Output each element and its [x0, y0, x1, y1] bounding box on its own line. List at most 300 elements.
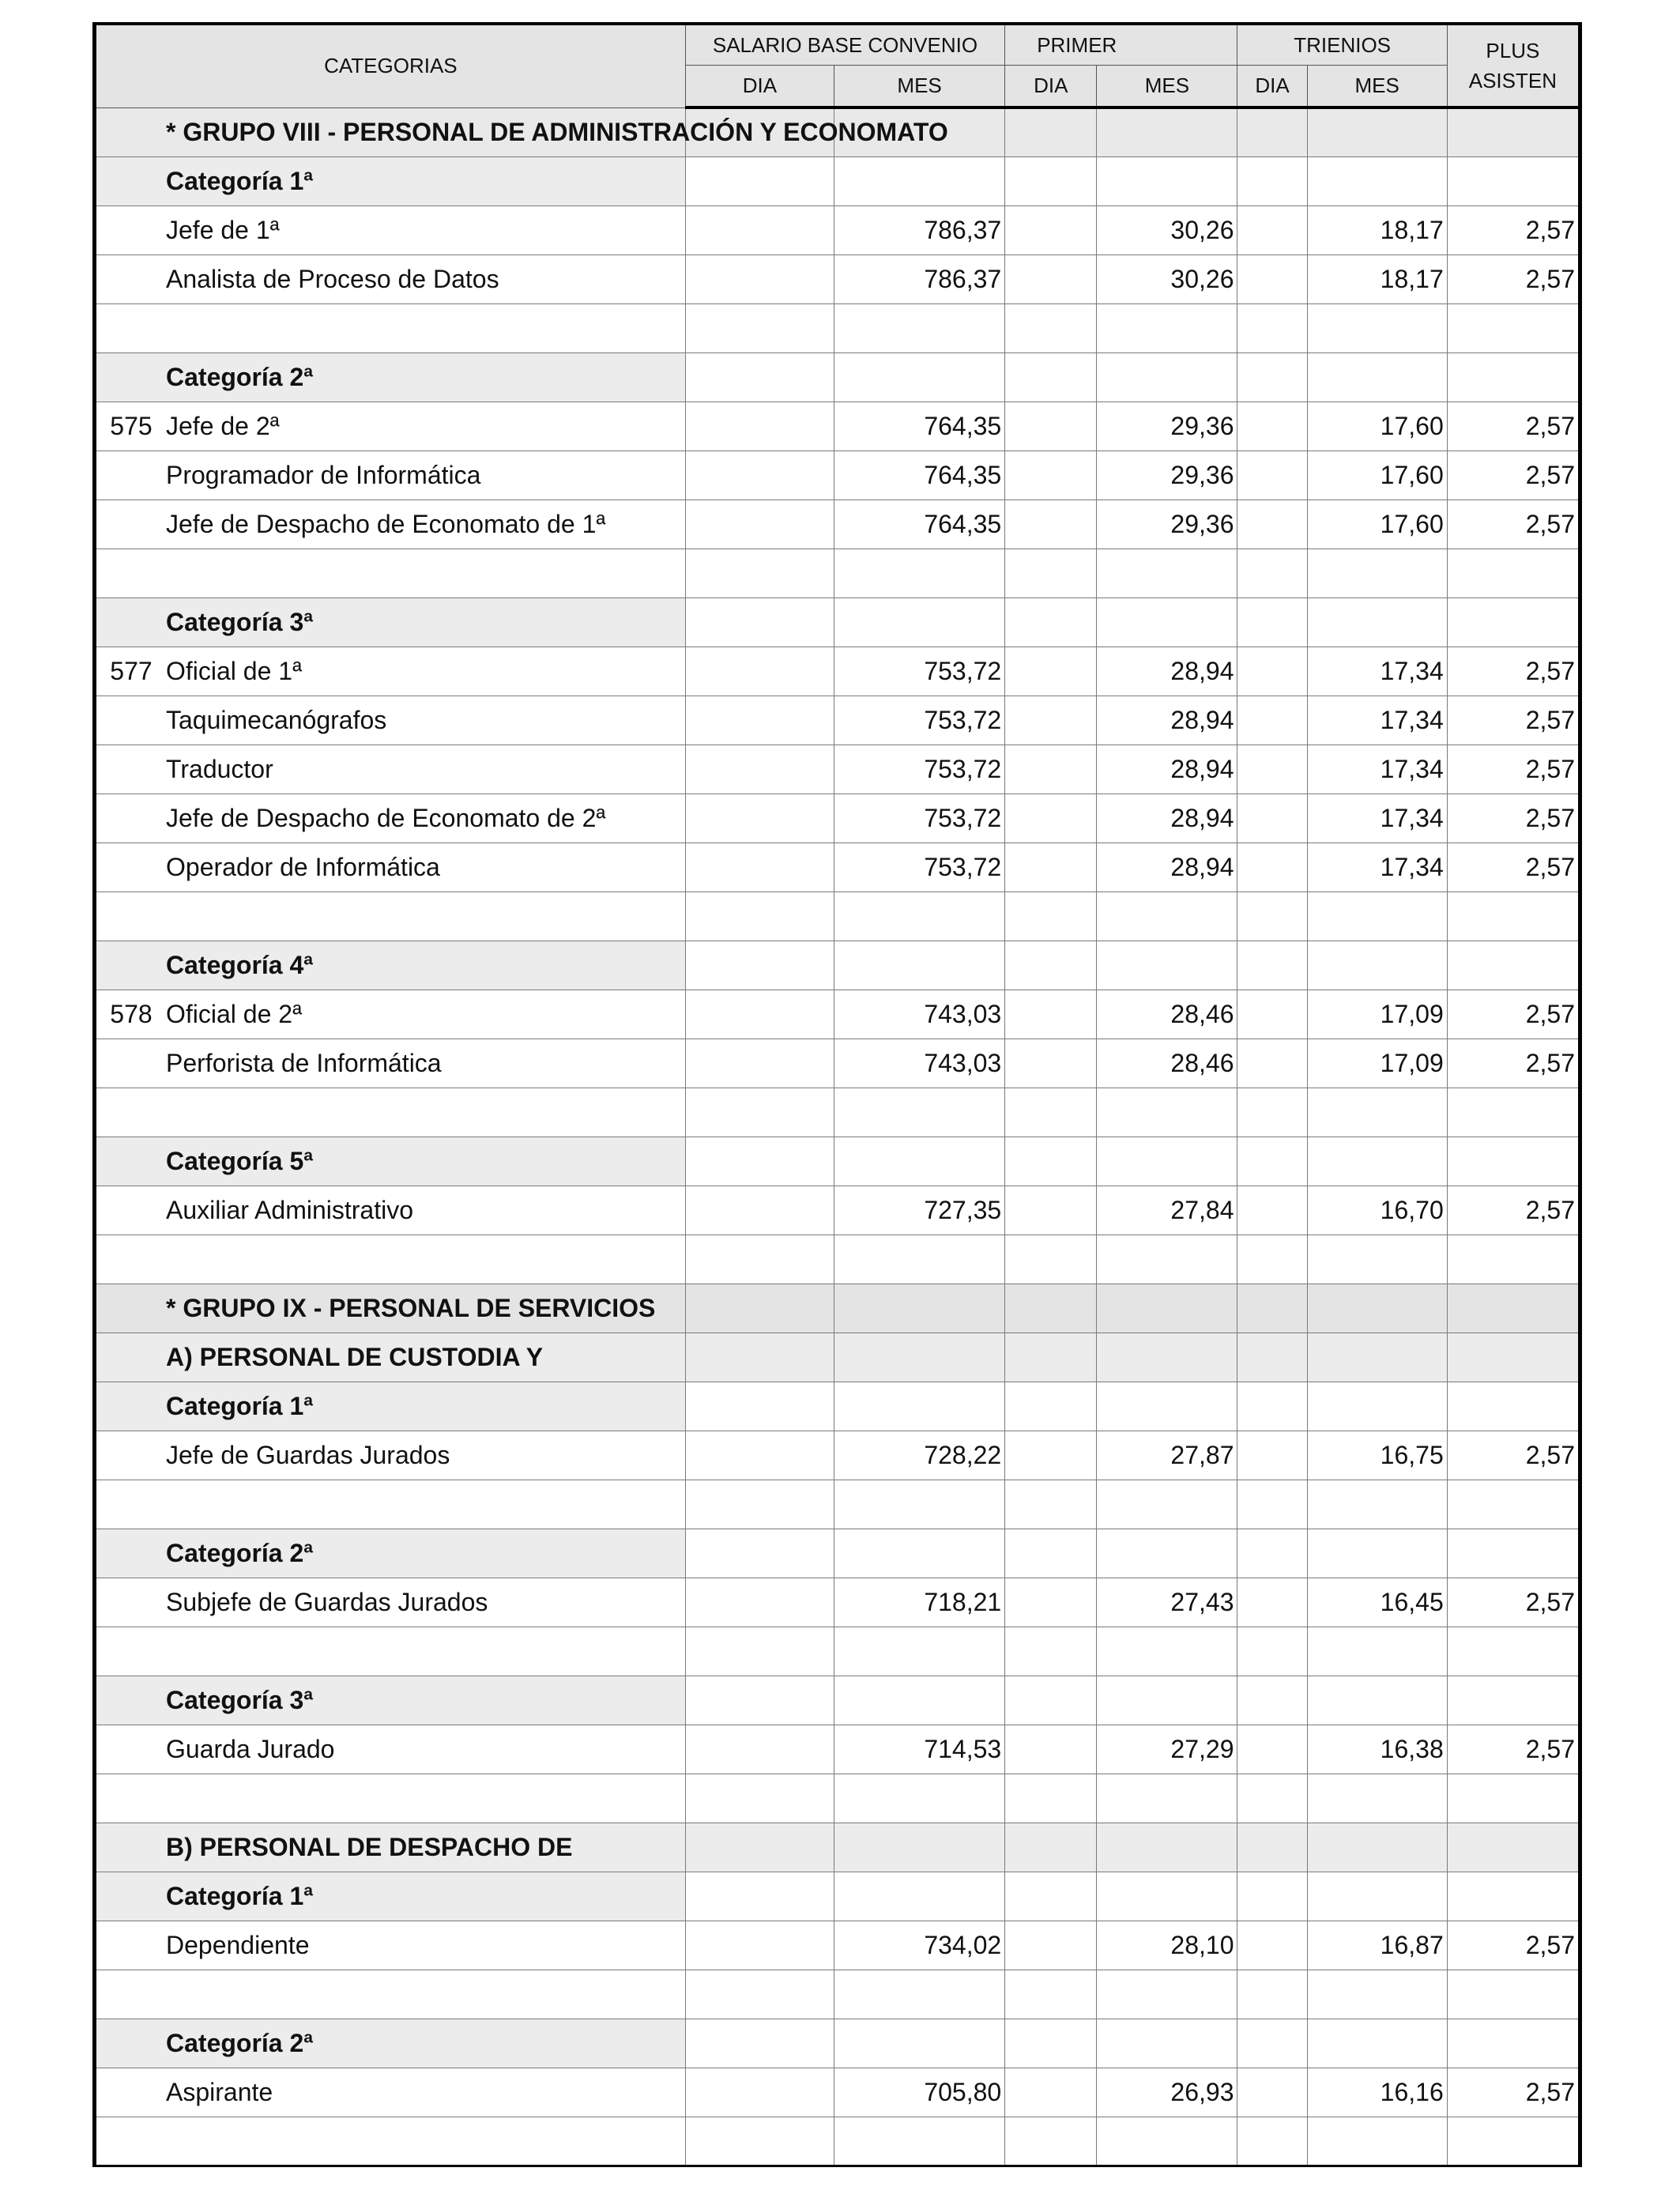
category-cell	[95, 205, 686, 254]
trienios-mes-cell	[1307, 107, 1447, 156]
salario-dia-cell	[685, 598, 834, 647]
plus-asisten-cell: 2,57	[1447, 254, 1580, 303]
category-cell	[95, 843, 686, 892]
plus-asisten-cell	[1447, 1088, 1580, 1137]
row-label: Jefe de Despacho de Economato de 2ª	[166, 803, 606, 832]
primer-dia-cell	[1005, 156, 1097, 205]
trienios-dia-cell	[1237, 1186, 1307, 1235]
trienios-mes-cell: 17,34	[1307, 647, 1447, 696]
salario-dia-cell	[685, 303, 834, 352]
trienios-dia-cell	[1237, 1823, 1307, 1872]
trienios-mes-cell	[1307, 1382, 1447, 1431]
primer-mes-cell: 28,46	[1097, 1039, 1237, 1088]
category-cell	[95, 1823, 686, 1872]
trienios-dia-cell	[1237, 205, 1307, 254]
salario-dia-cell	[685, 1480, 834, 1529]
salario-dia-cell	[685, 156, 834, 205]
salario-mes-cell: 753,72	[834, 843, 1004, 892]
trienios-mes-cell: 16,16	[1307, 2068, 1447, 2117]
primer-dia-cell	[1005, 352, 1097, 401]
primer-dia-cell	[1005, 745, 1097, 794]
plus-asisten-cell: 2,57	[1447, 696, 1580, 745]
primer-mes-cell	[1097, 548, 1237, 598]
category-cell	[95, 450, 686, 499]
category-cell	[95, 2117, 686, 2166]
table-row	[95, 1627, 1580, 1676]
row-label: B) PERSONAL DE DESPACHO DE	[166, 1832, 573, 1861]
row-label: Programador de Informática	[166, 460, 481, 489]
row-label: Categoría 1ª	[166, 1881, 314, 1910]
category-cell	[95, 1970, 686, 2019]
table-row	[95, 107, 1580, 156]
trienios-dia-cell	[1237, 1235, 1307, 1284]
table-row	[95, 1480, 1580, 1529]
salario-mes-cell: 764,35	[834, 401, 1004, 450]
trienios-mes-cell: 17,60	[1307, 450, 1447, 499]
salario-mes-cell	[834, 1970, 1004, 2019]
plus-asisten-cell	[1447, 1137, 1580, 1186]
trienios-dia-cell	[1237, 2117, 1307, 2166]
primer-mes-cell	[1097, 1970, 1237, 2019]
row-label: Auxiliar Administrativo	[166, 1195, 413, 1224]
trienios-mes-cell	[1307, 598, 1447, 647]
category-cell	[95, 1774, 686, 1823]
salario-dia-cell	[685, 1823, 834, 1872]
row-label: Oficial de 1ª	[166, 656, 302, 685]
row-label: * GRUPO IX - PERSONAL DE SERVICIOS	[166, 1293, 656, 1322]
salario-mes-cell	[834, 1284, 1004, 1333]
trienios-mes-cell: 18,17	[1307, 205, 1447, 254]
category-cell	[95, 1725, 686, 1774]
primer-dia-cell	[1005, 794, 1097, 843]
table-row	[95, 254, 1580, 303]
header-pr-mes: MES	[1097, 66, 1237, 108]
trienios-mes-cell	[1307, 892, 1447, 941]
primer-dia-cell	[1005, 1186, 1097, 1235]
trienios-mes-cell: 18,17	[1307, 254, 1447, 303]
table-row	[95, 352, 1580, 401]
salario-dia-cell	[685, 1774, 834, 1823]
primer-dia-cell	[1005, 843, 1097, 892]
salario-mes-cell: 743,03	[834, 990, 1004, 1039]
primer-mes-cell	[1097, 941, 1237, 990]
salario-dia-cell	[685, 352, 834, 401]
category-cell	[95, 990, 686, 1039]
salario-mes-cell	[834, 352, 1004, 401]
primer-mes-cell: 28,10	[1097, 1921, 1237, 1970]
primer-dia-cell	[1005, 892, 1097, 941]
primer-dia-cell	[1005, 548, 1097, 598]
salario-mes-cell: 753,72	[834, 745, 1004, 794]
header-primer: PRIMER	[1005, 24, 1237, 66]
salario-mes-cell	[834, 1872, 1004, 1921]
trienios-dia-cell	[1237, 990, 1307, 1039]
plus-asisten-cell	[1447, 1872, 1580, 1921]
row-label: Categoría 1ª	[166, 166, 314, 195]
trienios-dia-cell	[1237, 548, 1307, 598]
salario-mes-cell	[834, 1823, 1004, 1872]
table-row	[95, 990, 1580, 1039]
plus-asisten-cell: 2,57	[1447, 843, 1580, 892]
table-row	[95, 1676, 1580, 1725]
primer-mes-cell	[1097, 598, 1237, 647]
trienios-dia-cell	[1237, 1529, 1307, 1578]
trienios-mes-cell	[1307, 1284, 1447, 1333]
trienios-dia-cell	[1237, 843, 1307, 892]
plus-asisten-cell	[1447, 1284, 1580, 1333]
row-label: Categoría 4ª	[166, 950, 314, 979]
row-label: Subjefe de Guardas Jurados	[166, 1587, 488, 1616]
primer-dia-cell	[1005, 107, 1097, 156]
primer-mes-cell: 28,46	[1097, 990, 1237, 1039]
table-row	[95, 1823, 1580, 1872]
category-cell	[95, 1382, 686, 1431]
trienios-dia-cell	[1237, 794, 1307, 843]
salario-mes-cell	[834, 1676, 1004, 1725]
salario-dia-cell	[685, 745, 834, 794]
header-pr-dia: DIA	[1005, 66, 1097, 108]
trienios-mes-cell: 17,34	[1307, 794, 1447, 843]
salario-dia-cell	[685, 548, 834, 598]
table-row	[95, 205, 1580, 254]
row-label: * GRUPO VIII - PERSONAL DE ADMINISTRACIÓN Y ECONOMATO	[166, 117, 948, 146]
plus-asisten-cell	[1447, 941, 1580, 990]
salario-mes-cell	[834, 941, 1004, 990]
row-label: Perforista de Informática	[166, 1048, 442, 1077]
row-label: Taquimecanógrafos	[166, 705, 387, 734]
salario-mes-cell	[834, 892, 1004, 941]
table-row	[95, 1725, 1580, 1774]
primer-mes-cell: 28,94	[1097, 843, 1237, 892]
trienios-dia-cell	[1237, 156, 1307, 205]
table-row	[95, 303, 1580, 352]
trienios-dia-cell	[1237, 1333, 1307, 1382]
row-label: Jefe de 2ª	[166, 411, 280, 440]
primer-dia-cell	[1005, 499, 1097, 548]
trienios-mes-cell	[1307, 156, 1447, 205]
trienios-dia-cell	[1237, 696, 1307, 745]
plus-asisten-cell	[1447, 1774, 1580, 1823]
primer-mes-cell	[1097, 1137, 1237, 1186]
salario-dia-cell	[685, 499, 834, 548]
category-cell	[95, 892, 686, 941]
table-row	[95, 745, 1580, 794]
primer-mes-cell: 28,94	[1097, 647, 1237, 696]
primer-dia-cell	[1005, 1284, 1097, 1333]
primer-dia-cell	[1005, 696, 1097, 745]
trienios-dia-cell	[1237, 1088, 1307, 1137]
trienios-mes-cell	[1307, 1480, 1447, 1529]
row-code: 575	[110, 411, 153, 440]
category-cell	[95, 941, 686, 990]
category-cell	[95, 647, 686, 696]
trienios-dia-cell	[1237, 254, 1307, 303]
category-cell	[95, 107, 948, 156]
row-label: Dependiente	[166, 1930, 310, 1959]
trienios-mes-cell: 16,70	[1307, 1186, 1447, 1235]
row-label: Traductor	[166, 754, 273, 783]
table-row	[95, 843, 1580, 892]
primer-dia-cell	[1005, 1578, 1097, 1627]
trienios-mes-cell	[1307, 1088, 1447, 1137]
table-row	[95, 794, 1580, 843]
table-row	[95, 450, 1580, 499]
salary-table	[92, 22, 1582, 2167]
plus-asisten-cell	[1447, 1970, 1580, 2019]
row-label: Categoría 2ª	[166, 1538, 314, 1567]
trienios-mes-cell: 17,34	[1307, 696, 1447, 745]
primer-mes-cell	[1097, 156, 1237, 205]
trienios-mes-cell: 17,09	[1307, 990, 1447, 1039]
plus-asisten-cell: 2,57	[1447, 1921, 1580, 1970]
header-salario-base: SALARIO BASE CONVENIO	[685, 24, 1004, 66]
plus-asisten-cell	[1447, 2117, 1580, 2166]
primer-dia-cell	[1005, 1039, 1097, 1088]
primer-mes-cell	[1097, 1088, 1237, 1137]
salario-dia-cell	[685, 2019, 834, 2068]
category-cell	[95, 1627, 686, 1676]
category-cell	[95, 2068, 686, 2117]
plus-asisten-cell: 2,57	[1447, 205, 1580, 254]
trienios-mes-cell	[1307, 1774, 1447, 1823]
category-cell	[95, 696, 686, 745]
category-cell	[95, 1088, 686, 1137]
row-label: Categoría 2ª	[166, 2028, 314, 2057]
salario-mes-cell	[834, 2117, 1004, 2166]
category-cell	[95, 1333, 686, 1382]
primer-dia-cell	[1005, 1480, 1097, 1529]
primer-mes-cell	[1097, 1676, 1237, 1725]
salario-mes-cell: 728,22	[834, 1431, 1004, 1480]
plus-asisten-cell: 2,57	[1447, 401, 1580, 450]
trienios-mes-cell: 16,38	[1307, 1725, 1447, 1774]
plus-asisten-cell	[1447, 107, 1580, 156]
trienios-mes-cell	[1307, 1333, 1447, 1382]
primer-dia-cell	[1005, 1088, 1097, 1137]
table-row	[95, 1284, 1580, 1333]
table-row	[95, 1774, 1580, 1823]
trienios-dia-cell	[1237, 745, 1307, 794]
trienios-dia-cell	[1237, 352, 1307, 401]
trienios-mes-cell	[1307, 1872, 1447, 1921]
row-label: Categoría 1ª	[166, 1391, 314, 1420]
salario-dia-cell	[685, 1235, 834, 1284]
category-cell	[95, 1137, 686, 1186]
trienios-dia-cell	[1237, 1774, 1307, 1823]
primer-mes-cell: 27,84	[1097, 1186, 1237, 1235]
table-row	[95, 401, 1580, 450]
primer-dia-cell	[1005, 1627, 1097, 1676]
plus-asisten-cell: 2,57	[1447, 1186, 1580, 1235]
primer-mes-cell	[1097, 2019, 1237, 2068]
salario-mes-cell: 734,02	[834, 1921, 1004, 1970]
plus-asisten-cell	[1447, 2019, 1580, 2068]
row-label: Jefe de 1ª	[166, 215, 280, 244]
salario-dia-cell	[685, 1431, 834, 1480]
salario-dia-cell	[685, 647, 834, 696]
category-cell	[95, 745, 686, 794]
header-asisten: ASISTEN	[1468, 69, 1557, 92]
trienios-dia-cell	[1237, 1725, 1307, 1774]
salario-dia-cell	[685, 1088, 834, 1137]
table-row	[95, 1039, 1580, 1088]
trienios-dia-cell	[1237, 1578, 1307, 1627]
salario-mes-cell	[834, 1529, 1004, 1578]
primer-dia-cell	[1005, 1921, 1097, 1970]
table-row	[95, 892, 1580, 941]
salario-mes-cell	[834, 1333, 1004, 1382]
salario-dia-cell	[685, 1039, 834, 1088]
salario-mes-cell	[834, 1235, 1004, 1284]
salario-mes-cell: 705,80	[834, 2068, 1004, 2117]
salario-mes-cell: 727,35	[834, 1186, 1004, 1235]
table-row	[95, 1186, 1580, 1235]
header-tr-dia: DIA	[1237, 66, 1307, 108]
primer-mes-cell	[1097, 107, 1237, 156]
primer-mes-cell: 28,94	[1097, 794, 1237, 843]
primer-mes-cell	[1097, 1872, 1237, 1921]
primer-mes-cell	[1097, 1529, 1237, 1578]
salario-mes-cell: 753,72	[834, 696, 1004, 745]
header-categorias: CATEGORIAS	[95, 24, 686, 107]
salario-dia-cell	[685, 1970, 834, 2019]
table-header	[95, 24, 1580, 107]
salario-dia-cell	[685, 1627, 834, 1676]
primer-mes-cell: 27,87	[1097, 1431, 1237, 1480]
salario-mes-cell	[834, 598, 1004, 647]
plus-asisten-cell: 2,57	[1447, 794, 1580, 843]
primer-mes-cell: 29,36	[1097, 450, 1237, 499]
trienios-dia-cell	[1237, 303, 1307, 352]
row-label: Jefe de Despacho de Economato de 1ª	[166, 509, 606, 538]
primer-dia-cell	[1005, 450, 1097, 499]
trienios-dia-cell	[1237, 1431, 1307, 1480]
table-row	[95, 499, 1580, 548]
table-row	[95, 647, 1580, 696]
primer-dia-cell	[1005, 1431, 1097, 1480]
plus-asisten-cell	[1447, 156, 1580, 205]
plus-asisten-cell: 2,57	[1447, 1578, 1580, 1627]
trienios-dia-cell	[1237, 1480, 1307, 1529]
primer-dia-cell	[1005, 303, 1097, 352]
row-label: Aspirante	[166, 2077, 273, 2106]
trienios-mes-cell: 17,34	[1307, 745, 1447, 794]
plus-asisten-cell: 2,57	[1447, 450, 1580, 499]
header-plus-asisten	[1447, 24, 1580, 107]
row-label: Oficial de 2ª	[166, 999, 302, 1028]
plus-asisten-cell	[1447, 1333, 1580, 1382]
salario-dia-cell	[685, 1725, 834, 1774]
category-cell	[95, 1872, 686, 1921]
salario-mes-cell	[834, 303, 1004, 352]
table-row	[95, 1921, 1580, 1970]
primer-mes-cell: 30,26	[1097, 205, 1237, 254]
trienios-mes-cell	[1307, 1823, 1447, 1872]
category-cell	[95, 401, 686, 450]
salario-dia-cell	[685, 1333, 834, 1382]
primer-dia-cell	[1005, 647, 1097, 696]
primer-dia-cell	[1005, 1676, 1097, 1725]
primer-dia-cell	[1005, 1382, 1097, 1431]
primer-dia-cell	[1005, 2068, 1097, 2117]
primer-dia-cell	[1005, 254, 1097, 303]
plus-asisten-cell: 2,57	[1447, 1431, 1580, 1480]
trienios-mes-cell	[1307, 548, 1447, 598]
plus-asisten-cell	[1447, 598, 1580, 647]
trienios-mes-cell	[1307, 1970, 1447, 2019]
salario-mes-cell	[834, 1774, 1004, 1823]
primer-dia-cell	[1005, 1529, 1097, 1578]
category-cell	[95, 2019, 686, 2068]
primer-mes-cell	[1097, 2117, 1237, 2166]
plus-asisten-cell: 2,57	[1447, 745, 1580, 794]
category-cell	[95, 1578, 686, 1627]
plus-asisten-cell	[1447, 892, 1580, 941]
trienios-mes-cell: 17,34	[1307, 843, 1447, 892]
row-label: Guarda Jurado	[166, 1734, 335, 1763]
trienios-mes-cell	[1307, 1529, 1447, 1578]
trienios-mes-cell: 17,09	[1307, 1039, 1447, 1088]
table-row	[95, 1235, 1580, 1284]
salario-dia-cell	[685, 1284, 834, 1333]
table-row	[95, 1382, 1580, 1431]
salario-dia-cell	[685, 2068, 834, 2117]
trienios-dia-cell	[1237, 1382, 1307, 1431]
trienios-dia-cell	[1237, 941, 1307, 990]
primer-mes-cell	[1097, 1284, 1237, 1333]
trienios-mes-cell	[1307, 1627, 1447, 1676]
trienios-dia-cell	[1237, 450, 1307, 499]
row-label: A) PERSONAL DE CUSTODIA Y	[166, 1342, 544, 1371]
plus-asisten-cell: 2,57	[1447, 1039, 1580, 1088]
plus-asisten-cell: 2,57	[1447, 990, 1580, 1039]
primer-dia-cell	[1005, 1333, 1097, 1382]
plus-asisten-cell	[1447, 1382, 1580, 1431]
category-cell	[95, 1284, 686, 1333]
trienios-dia-cell	[1237, 1921, 1307, 1970]
plus-asisten-cell: 2,57	[1447, 647, 1580, 696]
category-cell	[95, 1676, 686, 1725]
salario-dia-cell	[685, 205, 834, 254]
trienios-mes-cell	[1307, 1137, 1447, 1186]
trienios-dia-cell	[1237, 2019, 1307, 2068]
primer-dia-cell	[1005, 598, 1097, 647]
primer-mes-cell: 30,26	[1097, 254, 1237, 303]
trienios-mes-cell	[1307, 2019, 1447, 2068]
salario-dia-cell	[685, 892, 834, 941]
trienios-dia-cell	[1237, 1284, 1307, 1333]
plus-asisten-cell	[1447, 1627, 1580, 1676]
table-row	[95, 696, 1580, 745]
primer-mes-cell: 27,29	[1097, 1725, 1237, 1774]
salario-mes-cell	[834, 1382, 1004, 1431]
salario-dia-cell	[685, 696, 834, 745]
primer-mes-cell	[1097, 1382, 1237, 1431]
table-row	[95, 156, 1580, 205]
primer-dia-cell	[1005, 1823, 1097, 1872]
trienios-dia-cell	[1237, 1872, 1307, 1921]
primer-mes-cell	[1097, 1823, 1237, 1872]
plus-asisten-cell: 2,57	[1447, 499, 1580, 548]
trienios-mes-cell: 16,87	[1307, 1921, 1447, 1970]
salario-dia-cell	[685, 1578, 834, 1627]
table-row	[95, 1578, 1580, 1627]
trienios-dia-cell	[1237, 1039, 1307, 1088]
category-cell	[95, 254, 686, 303]
trienios-dia-cell	[1237, 1676, 1307, 1725]
row-label: Analista de Proceso de Datos	[166, 264, 499, 293]
category-cell	[95, 1186, 686, 1235]
